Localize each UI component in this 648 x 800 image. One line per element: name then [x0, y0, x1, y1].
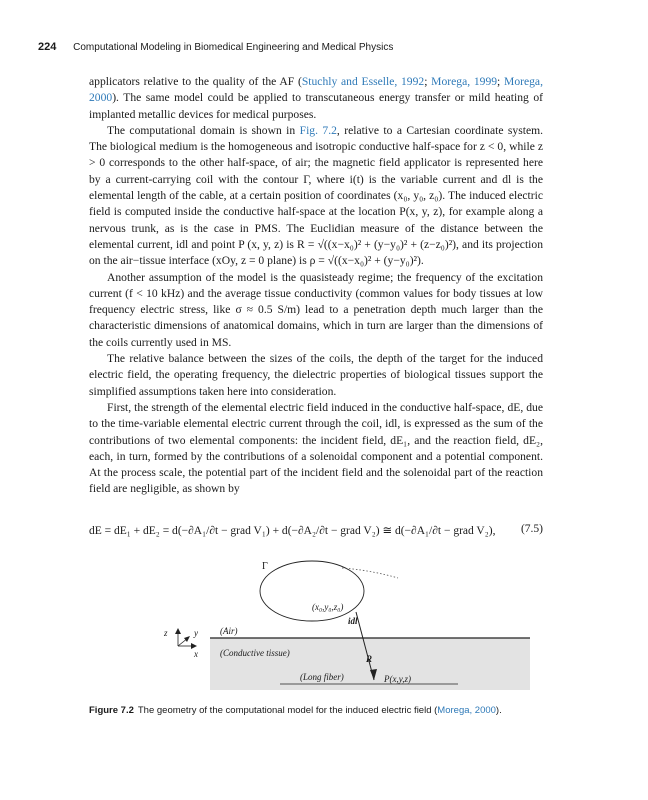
paragraph	[89, 270, 543, 351]
air-label: (Air)	[220, 626, 238, 636]
equation-number: (7.5)	[520, 523, 543, 535]
text-run: ). The same model could be applied to transcutaneous energy transfer or mild heating of implanted metallic devices for medical purposes.	[89, 91, 543, 121]
running-title: Computational Modeling in Biomedical Engineering and Medical Physics	[73, 42, 394, 53]
page-header	[38, 40, 608, 54]
tissue-label: (Conductive tissue)	[220, 648, 290, 658]
distance-r-label: R	[366, 654, 373, 664]
equation-expression	[89, 523, 495, 537]
citation-link[interactable]: Stuchly and Esselle, 1992	[301, 75, 425, 88]
caption-citation[interactable]: Morega, 2000	[437, 705, 496, 716]
axis-y-label: y	[194, 628, 198, 638]
figure-7-2	[160, 556, 550, 696]
source-coordinates-label: (x₀,y₀,z₀)	[312, 602, 344, 612]
axis-x-label: x	[194, 649, 198, 659]
text-run: The relative balance between the sizes of the coils, the depth of the target for the induced electric field, the operating frequency, the dielectric properties of biological tissues support the simplified assumptions taken here into consideration.	[89, 352, 543, 398]
caption-text: The geometry of the computational model for the induced electric field (	[137, 705, 438, 716]
axis-z-arrowhead	[175, 628, 181, 634]
equation-7-5	[89, 518, 543, 546]
equation-term-3: (−∂A₁/∂t − grad V₂),	[400, 525, 496, 537]
text-run: ;	[424, 75, 432, 88]
axis-z-label: z	[164, 628, 168, 638]
citation-link[interactable]: Morega, 1999	[431, 75, 498, 88]
contour-label: Γ	[262, 561, 268, 572]
figure-number: Figure 7.2	[89, 705, 134, 716]
coil-contour	[260, 561, 364, 621]
text-run: The computational domain is shown in	[107, 123, 300, 137]
caption-end: ).	[495, 705, 502, 716]
text-run: applicators relative to the quality of the AF (	[89, 75, 302, 88]
paragraph	[89, 351, 543, 400]
figure-caption	[89, 705, 549, 717]
page-number: 224	[38, 41, 57, 53]
paragraph	[89, 123, 543, 270]
point-p-label: P(x,y,z)	[384, 674, 411, 684]
coil-dotted-lead	[342, 568, 398, 578]
text-run: Another assumption of the model is the quasisteady regime; the frequency of the excitation current (f < 10 kHz) and the average tissue conductivity (common values for body tissues at low frequency electric stress, like σ ≈ 0.5 S/m) lead to a penetration depth much larger than the characteristic dimensions of anatomical domains, which in turn are larger than the dimensions of the coils currently used in MS.	[89, 270, 543, 349]
current-element-label: idl	[348, 616, 358, 626]
equation-term-1: (−∂A₁/∂t − grad V₁)	[177, 525, 270, 537]
equation-plus: + d	[269, 525, 288, 537]
equation-term-2: (−∂A₂/∂t − grad V₂)	[287, 525, 380, 537]
citation-link[interactable]: Fig. 7.2	[299, 123, 337, 137]
equation-approx: ≅ d	[379, 525, 401, 537]
axis-y-arrowhead	[184, 636, 190, 642]
body-text	[89, 74, 543, 498]
text-run: , relative to a Cartesian coordinate system. The biological medium is the homogeneous and isotropic conductive half-space for z < 0, while z > 0 corresponds to the other half-space, of air; the magnetic field applicator is represented here by a current-carrying coil with the contour Γ, where i(t) is the variable current and dl is the elemental length of the cable, at a certain position of coordinates (x₀, y₀, z₀). The induced electric field is computed inside the conductive half-space at the location P(x, y, z), for example along a nervous trunk, as is the case in PMS. The Euclidian measure of the distance between the elemental current, idl and point P (x, y, z) is R = √((x−x₀)² + (y−y₀)² + (z−z₀)²), and its projection on the air−tissue interface (xOy, z = 0 plane) is ρ = √((x−x₀)² + (y−y₀)²).	[89, 123, 544, 268]
paragraph	[89, 400, 543, 498]
text-run: First, the strength of the elemental electric field induced in the conductive half-space, dE, due to the time-variable elemental electric current through the coil, idl, is expressed as the sum of the contributions of two elemental components: the incident field, dE₁, and the reaction field, dE₂, each, in turn, formed by the contributions of a solenoidal component and a potential component. At the process scale, the potential part of the incident field and the solenoidal part of the reaction field are negligible, as shown by	[89, 400, 543, 496]
long-fiber-label: (Long fiber)	[300, 672, 344, 682]
figure-diagram	[160, 556, 550, 696]
citation-link[interactable]: Morega, 2000	[89, 75, 543, 105]
text-run: ;	[497, 75, 505, 88]
equation-lhs: dE = dE₁ + dE₂ = d	[89, 525, 178, 537]
paragraph	[89, 74, 543, 123]
